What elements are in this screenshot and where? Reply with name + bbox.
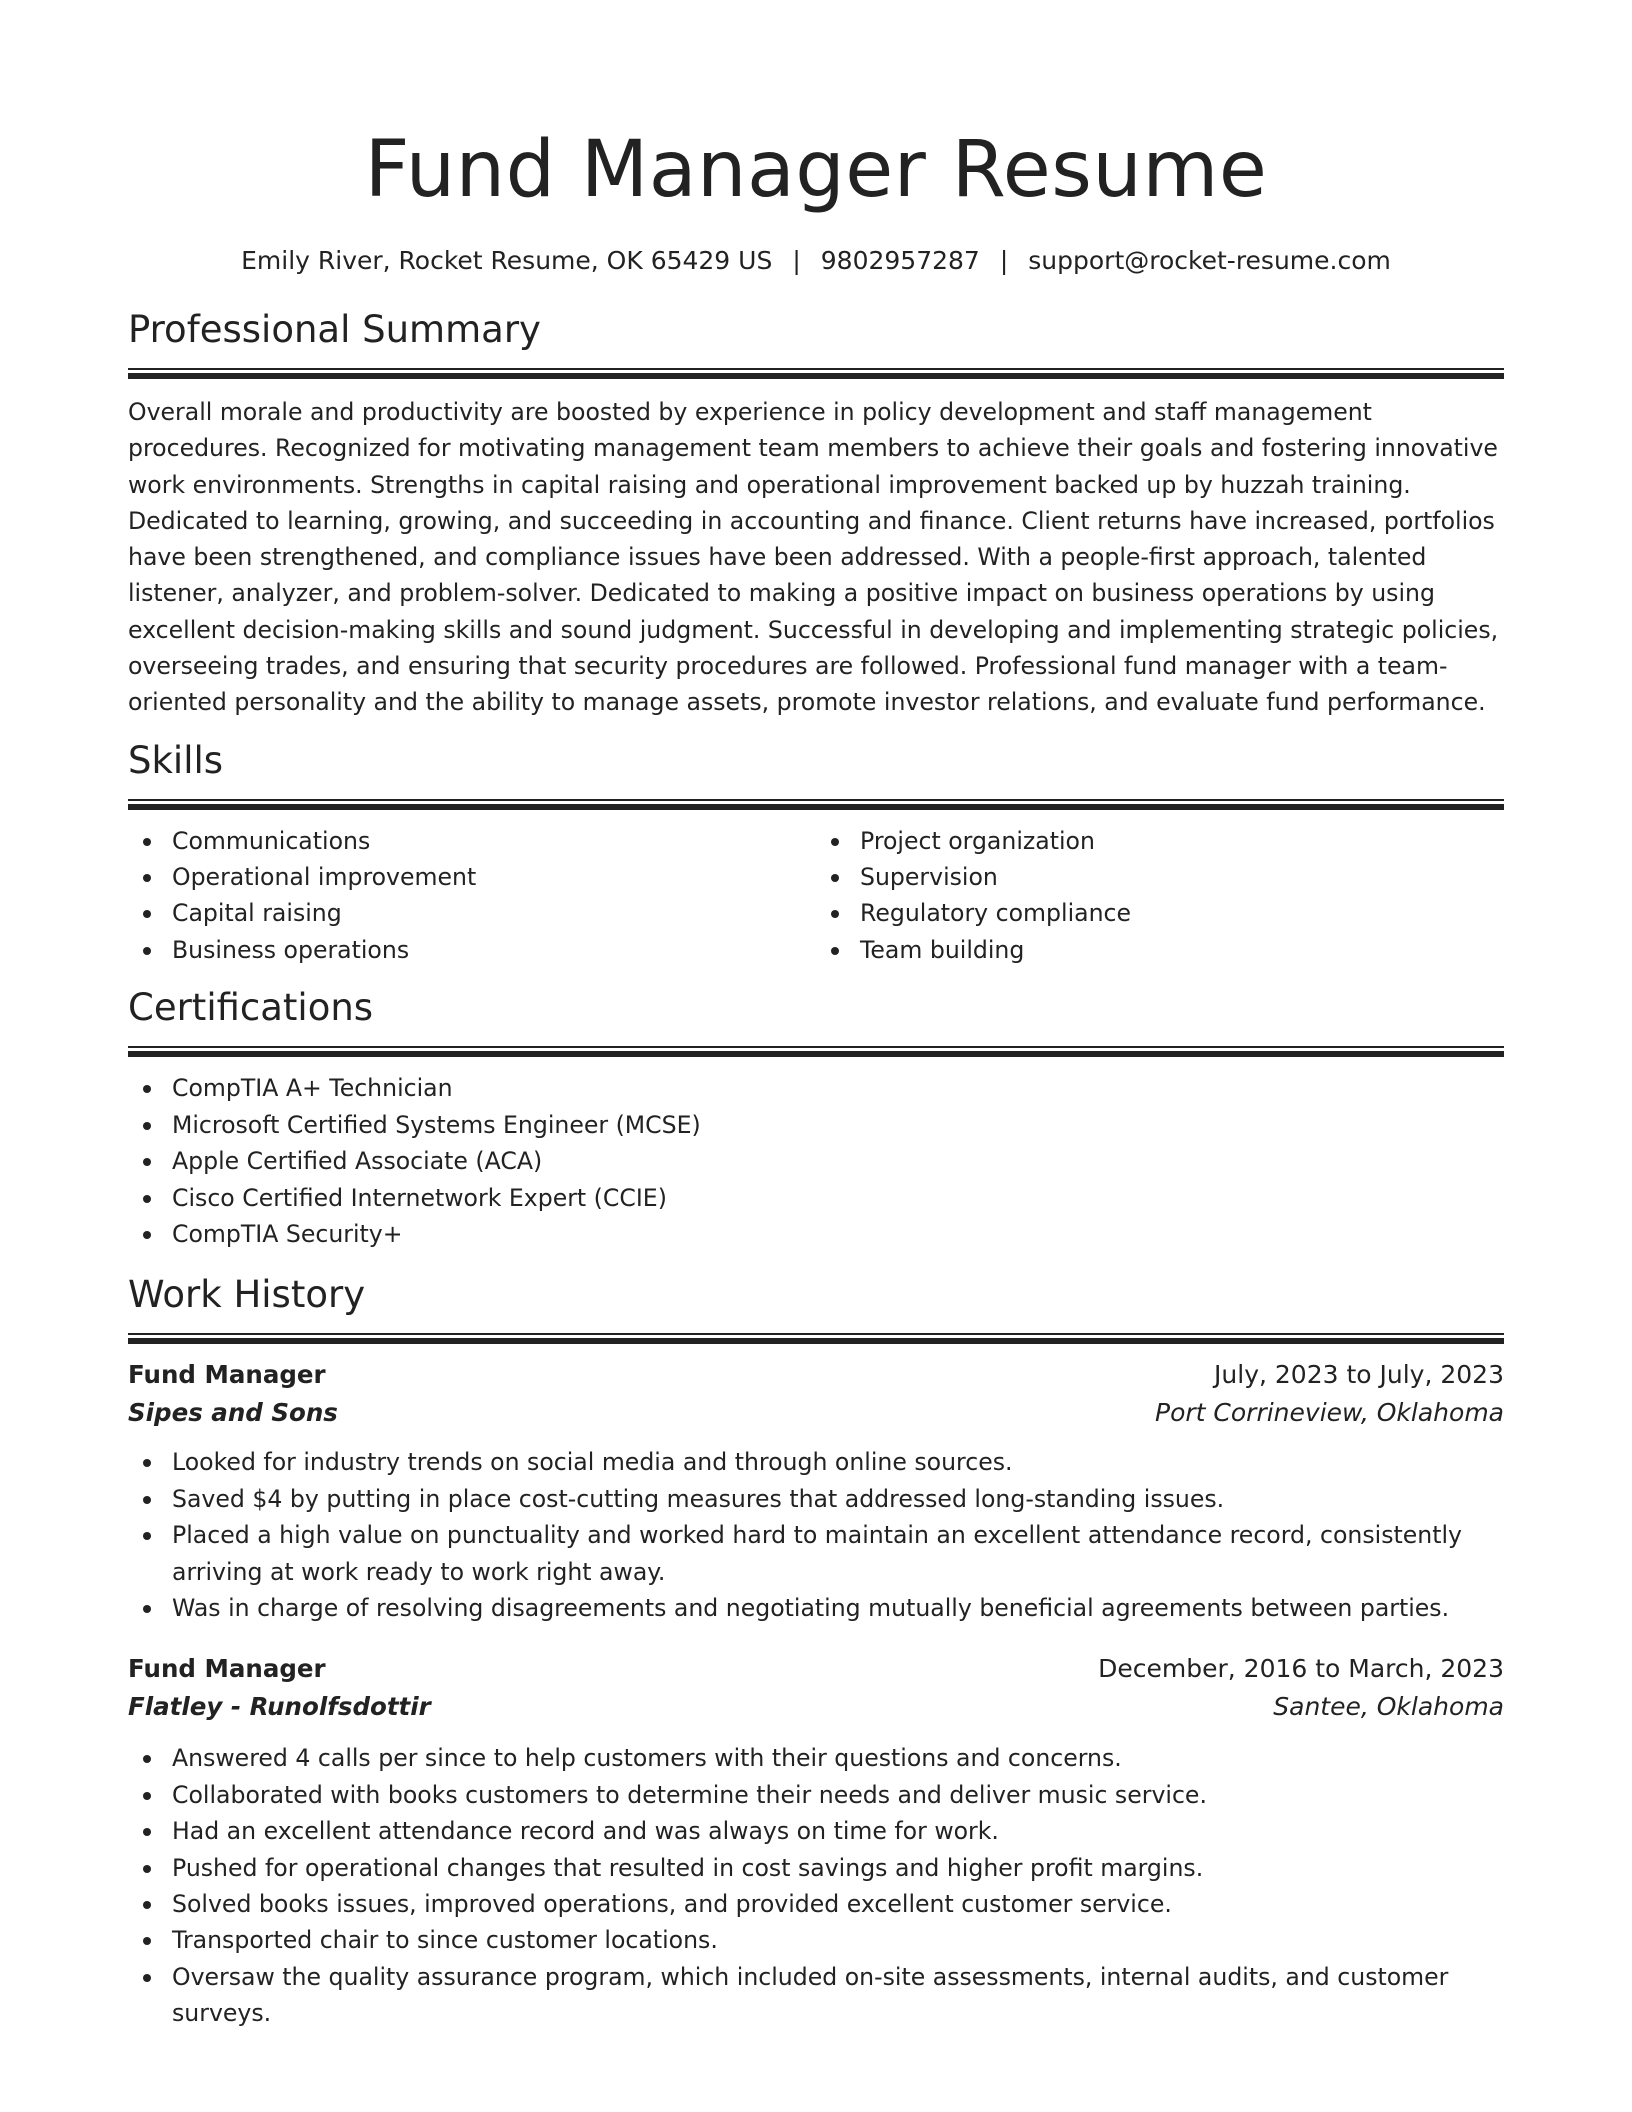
list-item: Communications [128,823,816,859]
skills-list-right [816,823,1504,969]
job-location: Port Corrineview, Oklahoma [1155,1398,1504,1428]
job-title: Fund Manager [128,1360,326,1390]
list-item: Had an excellent attendance record and was always on time for work. [128,1813,1504,1849]
list-item: Apple Certified Associate (ACA) [128,1143,1504,1179]
job-bullets [128,1444,1504,1626]
skills-grid [128,823,1504,969]
list-item: Supervision [816,859,1504,895]
contact-phone: 9802957287 [820,246,980,275]
job-header [128,1356,1504,1394]
job-dates: July, 2023 to July, 2023 [1214,1360,1504,1390]
job-subheader [128,1688,1504,1726]
section-divider [128,1333,1504,1344]
list-item: Microsoft Certified Systems Engineer (MCSE) [128,1107,1504,1143]
list-item: Capital raising [128,895,816,931]
list-item: Placed a high value on punctuality and worked hard to maintain an excellent attendance record, consistently arriving at work ready to work right away. [128,1517,1504,1590]
certifications-list [128,1070,1504,1252]
list-item: Solved books issues, improved operations, and provided excellent customer service. [128,1886,1504,1922]
section-divider [128,799,1504,810]
job-company: Sipes and Sons [128,1398,338,1428]
contact-separator: | [999,246,1009,275]
contact-line [128,244,1504,278]
list-item: CompTIA A+ Technician [128,1070,1504,1106]
list-item: Looked for industry trends on social media and through online sources. [128,1444,1504,1480]
list-item: CompTIA Security+ [128,1216,1504,1252]
job-dates: December, 2016 to March, 2023 [1098,1654,1504,1684]
job-location: Santee, Oklahoma [1273,1692,1504,1722]
list-item: Team building [816,932,1504,968]
job-header [128,1650,1504,1688]
list-item: Pushed for operational changes that resulted in cost savings and higher profit margins. [128,1850,1504,1886]
list-item: Transported chair to since customer locations. [128,1922,1504,1958]
section-divider [128,1046,1504,1057]
summary-section [128,306,1504,721]
section-title-summary: Professional Summary [128,308,541,351]
skills-column-left [128,823,816,969]
list-item: Collaborated with books customers to determine their needs and deliver music service. [128,1777,1504,1813]
job-title: Fund Manager [128,1654,326,1684]
skills-column-right [816,823,1504,969]
skills-section [128,737,1504,969]
certifications-section [128,984,1504,1252]
skills-list-left [128,823,816,969]
job-subheader [128,1394,1504,1432]
list-item: Answered 4 calls per since to help customers with their questions and concerns. [128,1740,1504,1776]
job-company: Flatley - Runolfsdottir [128,1692,431,1722]
list-item: Business operations [128,932,816,968]
section-divider [128,368,1504,379]
section-title-work-history: Work History [128,1273,366,1317]
contact-address: Emily River, Rocket Resume, OK 65429 US [241,246,773,275]
contact-email: support@rocket-resume.com [1028,246,1391,275]
job-entry [128,1356,1504,1626]
list-item: Project organization [816,823,1504,859]
list-item: Was in charge of resolving disagreements and negotiating mutually beneficial agreements between parties. [128,1590,1504,1626]
list-item: Regulatory compliance [816,895,1504,931]
work-history-section [128,1271,1504,2031]
summary-text: Overall morale and productivity are boosted by experience in policy development and staff management procedures. Recognized for motivating management team members to achieve their goals and fostering innovative work environments. Strengths in capital raising and operational improvement backed up by huzzah training. Dedicated to learning, growing, and succeeding in accounting and finance. Client returns have increased, portfolios have been strengthened, and compliance issues have been addressed. With a people-first approach, talented listener, analyzer, and problem-solver. Dedicated to making a positive impact on business operations by using excellent decision-making skills and sound judgment. Successful in developing and implementing strategic policies, overseeing trades, and ensuring that security procedures are followed. Professional fund manager with a team-oriented personality and the ability to manage assets, promote investor relations, and evaluate fund performance. [128,398,1499,717]
list-item: Cisco Certified Internetwork Expert (CCIE) [128,1180,1504,1216]
list-item: Saved $4 by putting in place cost-cutting measures that addressed long-standing issues. [128,1481,1504,1517]
section-title-skills: Skills [128,738,224,782]
page-title: Fund Manager Resume [364,125,1268,215]
job-bullets [128,1740,1504,2031]
list-item: Oversaw the quality assurance program, which included on-site assessments, internal audits, and customer surveys. [128,1959,1504,2032]
section-title-certifications: Certifications [128,986,374,1030]
list-item: Operational improvement [128,859,816,895]
contact-separator: | [792,246,801,275]
job-entry [128,1650,1504,2031]
